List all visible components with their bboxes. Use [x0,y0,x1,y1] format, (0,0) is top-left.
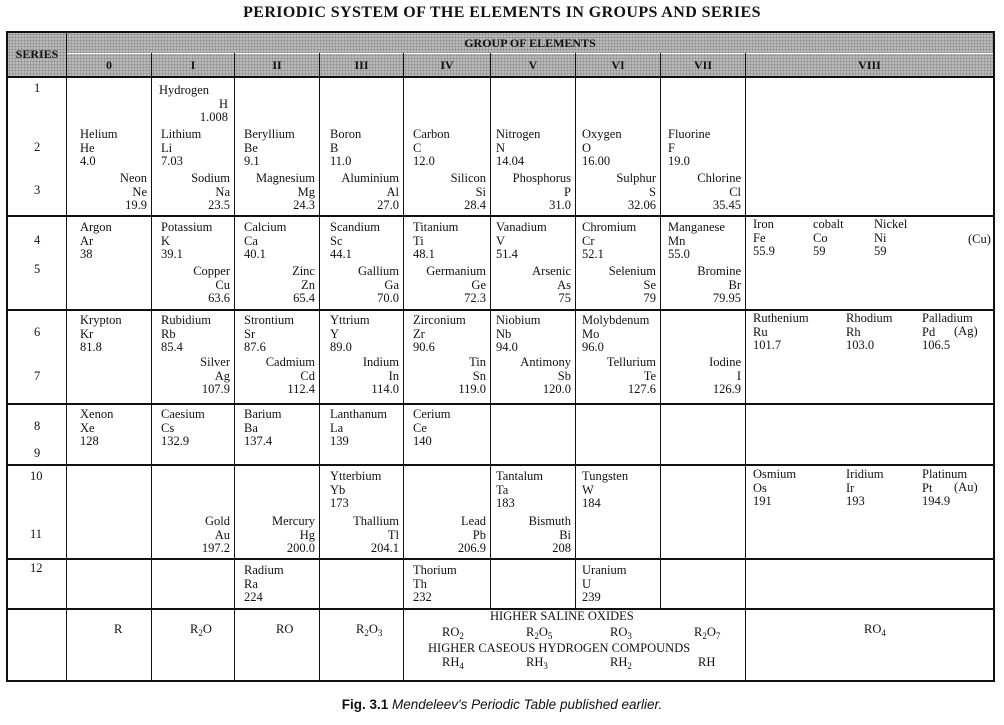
element-gold-symbol: Au [214,527,230,542]
group-label-vii: VII [661,54,745,76]
element-palladium-symbol: Pd [922,324,936,339]
element-lithium-weight: 7.03 [161,154,183,168]
element-caesium-weight: 132.9 [161,434,190,448]
element-ruthenium-weight: 101.7 [753,338,782,352]
element-bromine-symbol: Br [728,277,741,292]
group-label-ii: II [235,54,319,76]
saline-oxide-formula: R [114,622,123,636]
series-number: 1 [34,81,41,95]
element-neon-name: Neon [119,171,147,185]
element-thallium-symbol: Tl [387,527,399,542]
series-number: 12 [30,561,43,575]
element-radium-name: Radium [244,563,284,577]
saline-oxide-formula: $R_2O_3$ [356,622,383,638]
element-rhodium-name: Rhodium [846,311,893,325]
element-rhodium-weight: 103.0 [846,338,875,352]
element-chlorine-name: Chlorine [697,171,741,185]
element-cadmium-weight: 112.4 [287,382,315,396]
element-silicon-name: Silicon [450,171,486,185]
element-arsenic-symbol: As [557,277,571,292]
element-antimony-name: Antimony [520,355,571,369]
grid-line [8,215,993,217]
element-uranium-name: Uranium [582,563,627,577]
element-platinum-weight: 194.9 [922,494,951,508]
element-rubidium-weight: 85.4 [161,340,183,354]
element-bromine-name: Bromine [697,264,741,278]
grid-line [66,33,67,680]
element-thorium-name: Thorium [413,563,457,577]
element-strontium-symbol: Sr [244,326,256,341]
element-bismuth-symbol: Bi [559,527,571,542]
grid-line [234,609,235,680]
series-number: 2 [34,140,41,154]
element-gallium-symbol: Ga [384,277,399,292]
group-heading: GROUP OF ELEMENTS [67,33,993,53]
element-manganese-symbol: Mn [668,233,686,248]
element-rhodium-symbol: Rh [846,324,861,339]
element-oxygen-name: Oxygen [582,127,622,141]
element-osmium-weight: 191 [753,494,772,508]
element-hydrogen-name: Hydrogen [159,83,209,97]
element-tantalum-weight: 183 [496,496,515,510]
element-potassium-name: Potassium [161,220,213,234]
element-iodine-weight: 126.9 [712,382,741,396]
element-beryllium-weight: 9.1 [244,154,260,168]
group-label-iii: III [320,54,403,76]
grid-line [575,53,576,608]
element-yttrium-weight: 89.0 [330,340,352,354]
series-number: 11 [30,527,43,541]
element-xenon-symbol: Xe [80,420,95,435]
element-argon-weight: 38 [80,247,93,261]
element-osmium-symbol: Os [753,480,767,495]
group-viii-note: (Cu) [968,232,991,246]
element-thallium-weight: 204.1 [370,541,399,555]
element-germanium-symbol: Ge [471,277,486,292]
element-antimony-weight: 120.0 [542,382,571,396]
element-molybdenum-symbol: Mo [582,326,600,341]
element-iron-weight: 55.9 [753,244,775,258]
element-mercury-name: Mercury [271,514,315,528]
element-iridium-symbol: Ir [846,480,855,495]
element-indium-weight: 114.0 [371,382,399,396]
grid-line [8,76,993,78]
element-krypton-weight: 81.8 [80,340,102,354]
series-number: 3 [34,183,41,197]
element-tellurium-weight: 127.6 [627,382,656,396]
element-nickel-name: Nickel [874,217,908,231]
element-radium-symbol: Ra [244,576,258,591]
element-iodine-name: Iodine [709,355,741,369]
element-gold-weight: 197.2 [201,541,230,555]
element-mercury-weight: 200.0 [286,541,315,555]
element-uranium-weight: 239 [582,590,601,604]
element-vanadium-name: Vanadium [496,220,547,234]
element-selenium-symbol: Se [643,277,656,292]
element-magnesium-weight: 24.3 [293,198,315,212]
element-magnesium-symbol: Mg [297,184,315,199]
element-sulphur-weight: 32.06 [627,198,656,212]
hydrogen-compound-formula: $RH_4$ [442,655,464,671]
element-yttrium-symbol: Y [330,326,340,341]
grid-line [403,53,404,608]
element-neon-symbol: Ne [132,184,147,199]
grid-line [745,53,746,680]
series-number: 8 [34,419,41,433]
element-tungsten-name: Tungsten [582,469,629,483]
element-chlorine-weight: 35.45 [712,198,741,212]
element-copper-name: Copper [193,264,230,278]
element-nickel-weight: 59 [874,244,887,258]
saline-oxide-formula: $RO_4$ [864,622,886,638]
element-scandium-symbol: Sc [330,233,343,248]
element-nitrogen-name: Nitrogen [496,127,541,141]
element-tellurium-symbol: Te [643,368,656,383]
element-magnesium-name: Magnesium [255,171,315,185]
series-number: 9 [34,446,41,460]
element-silver-name: Silver [200,355,230,369]
element-titanium-symbol: Ti [413,233,424,248]
element-sodium-weight: 23.5 [208,198,230,212]
element-barium-weight: 137.4 [244,434,273,448]
element-osmium-name: Osmium [753,467,797,481]
element-ytterbium-symbol: Yb [330,482,346,497]
element-iron-symbol: Fe [753,230,766,245]
saline-oxide-formula: $RO_2$ [442,625,464,641]
element-aluminium-weight: 27.0 [377,198,399,212]
element-silver-symbol: Ag [214,368,230,383]
element-phosphorus-name: Phosphorus [512,171,571,185]
element-thorium-symbol: Th [413,576,427,591]
saline-oxides-heading: HIGHER SALINE OXIDES [490,609,634,623]
element-scandium-weight: 44.1 [330,247,352,261]
saline-oxide-formula: $R_2O_5$ [526,625,553,641]
element-titanium-weight: 48.1 [413,247,435,261]
series-header: SERIES [8,33,66,76]
element-barium-name: Barium [244,407,282,421]
series-number: 4 [34,233,41,247]
element-tellurium-name: Tellurium [606,355,656,369]
element-titanium-name: Titanium [413,220,459,234]
element-boron-name: Boron [330,127,362,141]
element-fluorine-name: Fluorine [668,127,711,141]
element-molybdenum-weight: 96.0 [582,340,604,354]
element-krypton-symbol: Kr [80,326,94,341]
element-indium-name: Indium [362,355,399,369]
element-nitrogen-symbol: N [496,140,506,155]
element-iridium-weight: 193 [846,494,865,508]
figure-caption [0,697,1004,712]
element-calcium-weight: 40.1 [244,247,266,261]
group-viii-note: (Ag) [954,324,978,338]
grid-line [660,53,661,608]
element-palladium-weight: 106.5 [922,338,951,352]
element-chromium-symbol: Cr [582,233,595,248]
element-tin-name: Tin [469,355,486,369]
element-helium-name: Helium [80,127,118,141]
caption-label: Fig. 3.1 [341,697,389,712]
group-label-vi: VI [576,54,660,76]
element-silver-weight: 107.9 [201,382,230,396]
element-calcium-symbol: Ca [244,233,258,248]
element-chromium-weight: 52.1 [582,247,604,261]
series-number: 7 [34,369,41,383]
element-hydrogen-weight: 1.008 [199,110,228,124]
element-phosphorus-symbol: P [564,184,571,199]
element-palladium-name: Palladium [922,311,973,325]
element-xenon-name: Xenon [80,407,114,421]
element-germanium-name: Germanium [426,264,486,278]
element-carbon-weight: 12.0 [413,154,435,168]
element-strontium-name: Strontium [244,313,295,327]
element-nickel-symbol: Ni [874,230,887,245]
element-arsenic-name: Arsenic [532,264,571,278]
element-lanthanum-weight: 139 [330,434,349,448]
element-ytterbium-weight: 173 [330,496,349,510]
element-chromium-name: Chromium [582,220,637,234]
element-iodine-symbol: I [736,368,741,383]
element-gold-name: Gold [205,514,230,528]
element-lithium-symbol: Li [161,140,173,155]
element-rubidium-symbol: Rb [161,326,176,341]
element-krypton-name: Krypton [80,313,122,327]
element-germanium-weight: 72.3 [464,291,486,305]
element-tungsten-weight: 184 [582,496,601,510]
element-hydrogen-symbol: H [218,96,228,111]
element-tin-symbol: Sn [472,368,486,383]
element-cobalt-name: cobalt [813,217,844,231]
group-label-i: I [152,54,234,76]
element-zirconium-weight: 90.6 [413,340,435,354]
element-bromine-weight: 79.95 [712,291,741,305]
hydrogen-compound-formula: $RH_3$ [526,655,548,671]
element-radium-weight: 224 [244,590,263,604]
element-zirconium-symbol: Zr [413,326,425,341]
element-iridium-name: Iridium [846,467,884,481]
element-sulphur-symbol: S [649,184,656,199]
group-label-v: V [491,54,575,76]
group-label-0: 0 [67,54,151,76]
element-vanadium-symbol: V [496,233,506,248]
element-aluminium-name: Aluminium [341,171,399,185]
element-oxygen-weight: 16.00 [582,154,611,168]
element-phosphorus-weight: 31.0 [549,198,571,212]
element-cerium-symbol: Ce [413,420,427,435]
hydrogen-compound-formula: $RH_2$ [610,655,632,671]
element-lithium-name: Lithium [161,127,202,141]
periodic-table [6,31,995,682]
saline-oxide-formula: $RO_3$ [610,625,632,641]
grid-line [403,609,404,680]
element-mercury-symbol: Hg [299,527,315,542]
grid-line [151,609,152,680]
element-boron-weight: 11.0 [330,154,352,168]
grid-line [319,609,320,680]
series-number: 10 [30,469,43,483]
element-lead-symbol: Pb [472,527,486,542]
element-silicon-weight: 28.4 [464,198,486,212]
element-argon-name: Argon [80,220,112,234]
saline-oxide-formula: $R_2O_7$ [694,625,721,641]
element-tantalum-symbol: Ta [496,482,509,497]
element-fluorine-symbol: F [668,140,675,155]
element-argon-symbol: Ar [80,233,94,248]
element-xenon-weight: 128 [80,434,99,448]
element-calcium-name: Calcium [244,220,287,234]
element-lanthanum-symbol: La [330,420,344,435]
element-cerium-name: Cerium [413,407,451,421]
element-ruthenium-name: Ruthenium [753,311,809,325]
element-zinc-symbol: Zn [301,277,315,292]
hydrogen-compounds-heading: HIGHER CASEOUS HYDROGEN COMPOUNDS [428,641,691,655]
element-zinc-weight: 65.4 [293,291,315,305]
element-bismuth-name: Bismuth [528,514,571,528]
element-molybdenum-name: Molybdenum [582,313,650,327]
element-barium-symbol: Ba [244,420,258,435]
element-thorium-weight: 232 [413,590,432,604]
element-niobium-name: Niobium [496,313,541,327]
series-number: 5 [34,262,41,276]
element-yttrium-name: Yttrium [330,313,370,327]
element-iron-name: Iron [753,217,774,231]
element-cobalt-symbol: Co [813,230,828,245]
element-chlorine-symbol: Cl [729,184,741,199]
element-platinum-name: Platinum [922,467,968,481]
element-caesium-symbol: Cs [161,420,175,435]
grid-line [8,558,993,560]
element-strontium-weight: 87.6 [244,340,266,354]
grid-line [8,464,993,466]
element-ytterbium-name: Ytterbium [330,469,382,483]
element-neon-weight: 19.9 [125,198,147,212]
series-number: 6 [34,325,41,339]
element-uranium-symbol: U [582,576,592,591]
element-tungsten-symbol: W [582,482,594,497]
element-lead-name: Lead [461,514,486,528]
hydrogen-compound-formula: RH [698,655,716,669]
element-lanthanum-name: Lanthanum [330,407,387,421]
element-manganese-name: Manganese [668,220,725,234]
caption-text: Mendeleev's Periodic Table published earlier. [392,697,663,712]
element-sulphur-name: Sulphur [616,171,656,185]
element-niobium-weight: 94.0 [496,340,518,354]
element-sodium-symbol: Na [215,184,230,199]
element-selenium-name: Selenium [608,264,656,278]
element-gallium-weight: 70.0 [377,291,399,305]
element-ruthenium-symbol: Ru [753,324,768,339]
element-nitrogen-weight: 14.04 [496,154,525,168]
saline-oxide-formula: $R_2O$ [190,622,212,638]
element-silicon-symbol: Si [475,184,486,199]
element-sodium-name: Sodium [191,171,230,185]
element-antimony-symbol: Sb [557,368,571,383]
element-helium-symbol: He [80,140,95,155]
element-cerium-weight: 140 [413,434,432,448]
element-potassium-weight: 39.1 [161,247,183,261]
element-cadmium-symbol: Cd [300,368,315,383]
element-scandium-name: Scandium [330,220,380,234]
element-niobium-symbol: Nb [496,326,512,341]
element-helium-weight: 4.0 [80,154,96,168]
element-zinc-name: Zinc [292,264,315,278]
grid-line [8,403,993,405]
element-manganese-weight: 55.0 [668,247,690,261]
group-label-iv: IV [404,54,490,76]
group-label-viii: VIII [746,54,993,76]
element-beryllium-name: Beryllium [244,127,295,141]
element-lead-weight: 206.9 [457,541,486,555]
element-thallium-name: Thallium [353,514,399,528]
group-viii-note: (Au) [954,480,978,494]
page-title: PERIODIC SYSTEM OF THE ELEMENTS IN GROUPS AND SERIES [243,4,761,21]
element-caesium-name: Caesium [161,407,205,421]
element-beryllium-symbol: Be [244,140,258,155]
element-tantalum-name: Tantalum [496,469,544,483]
element-gallium-name: Gallium [358,264,399,278]
element-carbon-name: Carbon [413,127,450,141]
element-copper-symbol: Cu [215,277,230,292]
element-platinum-symbol: Pt [922,480,933,495]
element-rubidium-name: Rubidium [161,313,212,327]
element-arsenic-weight: 75 [558,291,571,305]
element-copper-weight: 63.6 [208,291,230,305]
element-cobalt-weight: 59 [813,244,826,258]
element-oxygen-symbol: O [582,140,592,155]
element-fluorine-weight: 19.0 [668,154,690,168]
element-aluminium-symbol: Al [386,184,399,199]
element-zirconium-name: Zirconium [413,313,466,327]
element-potassium-symbol: K [161,233,171,248]
element-selenium-weight: 79 [643,291,656,305]
element-boron-symbol: B [330,140,339,155]
element-carbon-symbol: C [413,140,422,155]
element-bismuth-weight: 208 [552,541,571,555]
element-indium-symbol: In [388,368,399,383]
saline-oxide-formula: RO [276,622,294,636]
element-vanadium-weight: 51.4 [496,247,518,261]
element-tin-weight: 119.0 [458,382,486,396]
element-cadmium-name: Cadmium [265,355,315,369]
